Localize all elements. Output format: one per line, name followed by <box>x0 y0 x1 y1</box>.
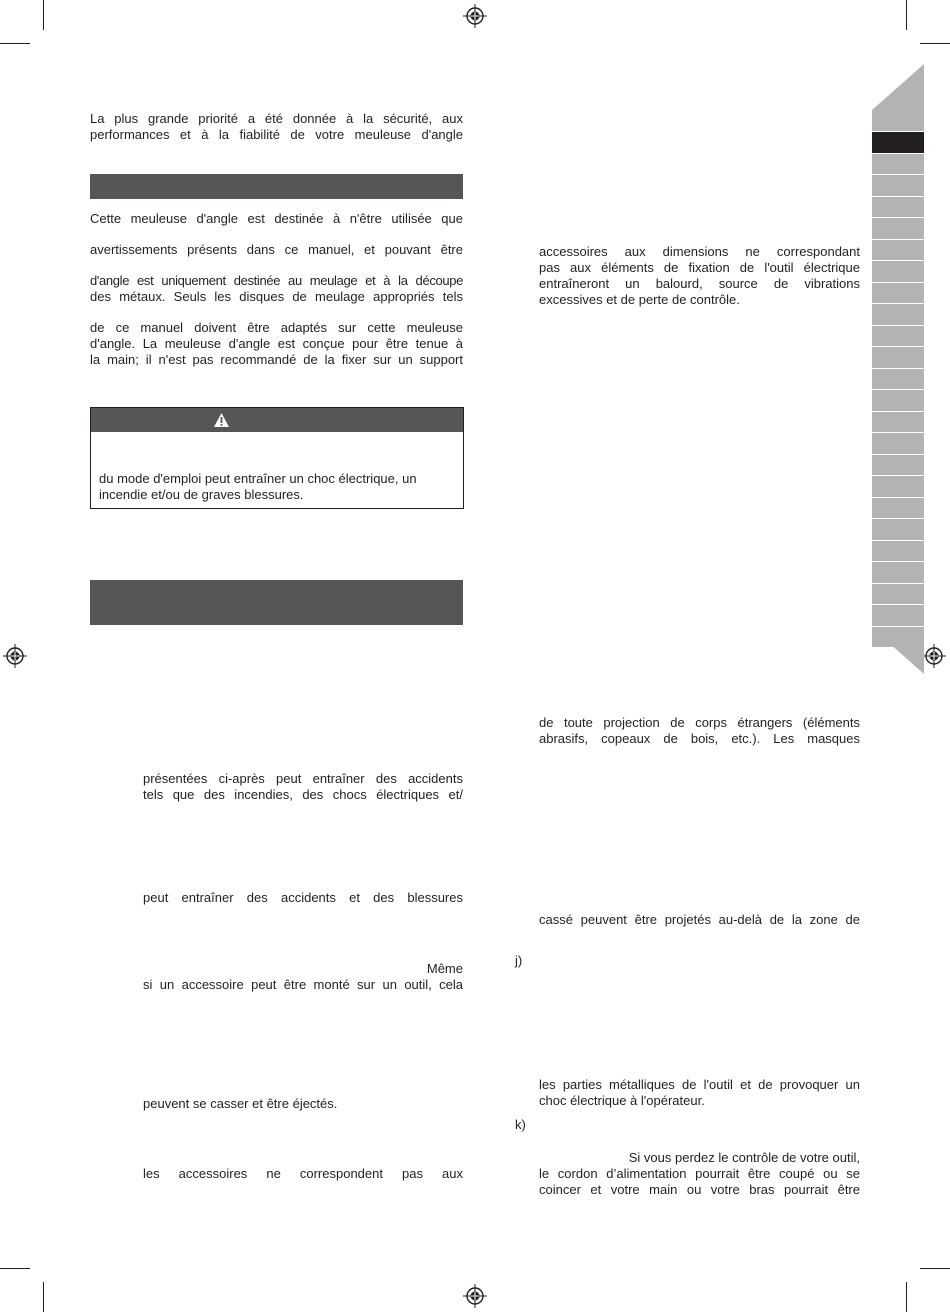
item-line: peut entraîner des accidents et des blessures <box>143 890 463 905</box>
right-paragraph-2 <box>539 715 860 747</box>
usage-line: la main; il n'est pas recommandé de la fixer sur un support <box>90 352 463 367</box>
crop-mark-top-left-v <box>43 0 44 30</box>
item-line: les accessoires ne correspondent pas aux <box>143 1166 463 1181</box>
item-paragraph-5 <box>143 1166 463 1182</box>
language-tab <box>872 261 924 283</box>
warning-line: incendie et/ou de graves blessures. <box>99 487 304 502</box>
crop-mark-bottom-right-h <box>920 1268 950 1269</box>
intro-line: performances et à la fiabilité de votre meuleuse d'angle <box>90 127 463 142</box>
section-bar-safety <box>90 580 463 625</box>
right-line: de toute projection de corps étrangers (éléments <box>539 715 860 730</box>
language-tab <box>872 519 924 541</box>
language-tab <box>872 240 924 262</box>
item-line: peuvent se casser et être éjectés. <box>143 1096 338 1111</box>
usage-line: des métaux. Seuls les disques de meulage appropriés tels <box>90 289 463 304</box>
right-line: choc électrique à l'opérateur. <box>539 1093 705 1108</box>
tab-top-bevel <box>872 64 924 112</box>
warning-header <box>91 408 463 432</box>
usage-line: Cette meuleuse d'angle est destinée à n'être utilisée que <box>90 211 463 226</box>
language-tab <box>872 412 924 434</box>
item-line: si un accessoire peut être monté sur un outil, cela <box>143 977 463 992</box>
language-tab <box>872 218 924 240</box>
intro-line: La plus grande priorité a été donnée à la sécurité, aux <box>90 111 463 126</box>
intro-paragraph <box>90 111 463 143</box>
right-line: le cordon d’alimentation pourrait être coupé ou se <box>539 1166 860 1181</box>
registration-mark-icon <box>922 644 946 668</box>
right-paragraph-3 <box>539 912 860 928</box>
language-tab <box>872 498 924 520</box>
crop-mark-bottom-right-v <box>906 1282 907 1312</box>
right-paragraph-4 <box>539 1077 860 1109</box>
item-paragraph-2 <box>143 890 463 906</box>
language-tab <box>872 541 924 563</box>
item-label-k <box>515 1117 535 1133</box>
language-tab <box>872 605 924 627</box>
language-tab <box>872 197 924 219</box>
crop-mark-bottom-left-v <box>43 1282 44 1312</box>
registration-mark-icon <box>3 644 27 668</box>
language-tab <box>872 154 924 176</box>
right-line: abrasifs, copeaux de bois, etc.). Les masques <box>539 731 860 746</box>
right-line: excessives et de perte de contrôle. <box>539 292 740 307</box>
item-line: Même <box>426 961 463 976</box>
warning-line: du mode d'emploi peut entraîner un choc électrique, un <box>99 471 417 486</box>
right-line: accessoires aux dimensions ne correspondant <box>539 244 860 259</box>
crop-mark-top-left-h <box>0 43 30 44</box>
usage-line: de ce manuel doivent être adaptés sur cette meuleuse <box>90 320 463 335</box>
language-tab <box>872 455 924 477</box>
usage-paragraph-2 <box>90 242 463 258</box>
crop-mark-top-right-v <box>906 0 907 30</box>
warning-box <box>90 407 464 509</box>
right-line: coincer et votre main ou votre bras pourrait être <box>539 1182 860 1197</box>
usage-paragraph-4 <box>90 320 463 368</box>
language-tab <box>872 132 924 154</box>
language-tab <box>872 175 924 197</box>
crop-mark-bottom-left-h <box>0 1268 30 1269</box>
right-paragraph-5 <box>539 1150 860 1198</box>
right-line: pas aux éléments de fixation de l'outil électrique <box>539 260 860 275</box>
item-label: j) <box>515 953 523 968</box>
language-tab <box>872 584 924 606</box>
item-label-j <box>515 953 535 969</box>
registration-mark-icon <box>463 4 487 28</box>
right-line: cassé peuvent être projetés au-delà de la zone de <box>539 912 860 927</box>
language-tab <box>872 390 924 412</box>
right-line: les parties métalliques de l'outil et de provoquer un <box>539 1077 860 1092</box>
usage-line: d'angle est uniquement destinée au meulage et à la découpe <box>90 273 463 288</box>
warning-triangle-icon <box>213 412 230 428</box>
item-paragraph-1 <box>143 771 463 803</box>
right-line: Si vous perdez le contrôle de votre outil, <box>628 1150 860 1165</box>
item-paragraph-4 <box>143 1096 463 1112</box>
language-tab <box>872 112 924 132</box>
crop-mark-top-right-h <box>920 43 950 44</box>
language-tab <box>872 562 924 584</box>
language-tab <box>872 476 924 498</box>
language-tab <box>872 326 924 348</box>
usage-paragraph-3 <box>90 273 463 305</box>
right-paragraph-1 <box>539 244 860 308</box>
registration-mark-icon <box>463 1284 487 1308</box>
item-label: k) <box>515 1117 526 1132</box>
item-paragraph-3 <box>143 961 463 993</box>
usage-line: d'angle. La meuleuse d'angle est conçue pour être tenue à <box>90 336 463 351</box>
usage-paragraph <box>90 211 463 227</box>
language-tab <box>872 433 924 455</box>
tab-bottom-bevel <box>872 628 924 676</box>
language-tab <box>872 304 924 326</box>
language-tab <box>872 283 924 305</box>
usage-line: avertissements présents dans ce manuel, et pouvant être <box>90 242 463 257</box>
language-tab <box>872 369 924 391</box>
warning-text <box>99 471 455 503</box>
item-line: tels que des incendies, des chocs électriques et/ <box>143 787 463 802</box>
side-tab-strip <box>872 112 924 628</box>
right-line: entraîneront un balourd, source de vibrations <box>539 276 860 291</box>
item-line: présentées ci-après peut entraîner des accidents <box>143 771 463 786</box>
language-tab <box>872 347 924 369</box>
section-bar <box>90 174 463 199</box>
